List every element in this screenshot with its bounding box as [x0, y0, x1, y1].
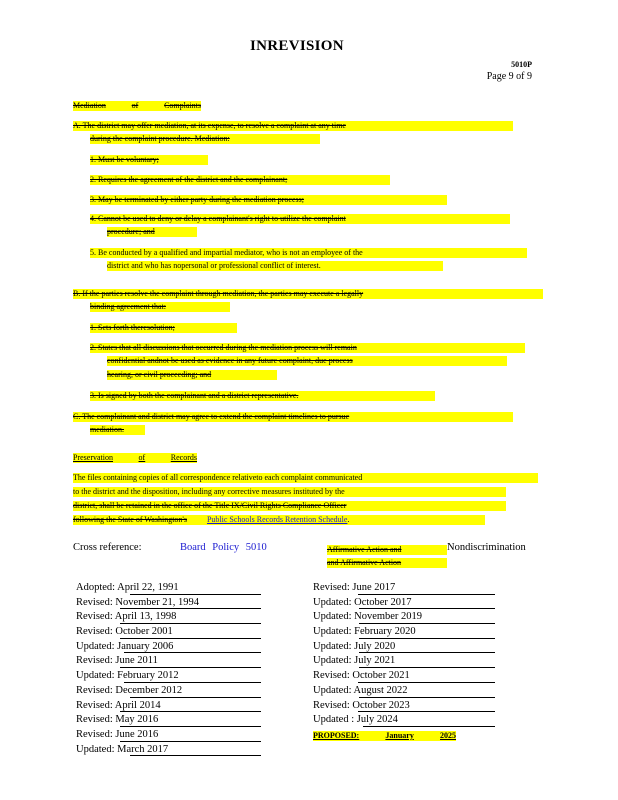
history-entry: Revised: May 2016 [76, 714, 159, 726]
mediation-item-4-line2: procedure; and [107, 227, 197, 237]
mediation-b-item-1: 1. Sets forth theresolution; [90, 323, 237, 333]
mediation-a-line1: A. The district may offer mediation, at its expense, to resolve a complaint at any time [73, 121, 513, 131]
preservation-heading: Preservation of Records [73, 453, 197, 462]
mediation-b-item-2-line3: hearing, or civil proceeding; and [107, 370, 277, 380]
board-policy-link[interactable]: Board Policy 5010 [180, 542, 267, 553]
history-entry: Adopted: April 22, 1991 [76, 582, 179, 593]
records-retention-link[interactable]: Public Schools Records Retention Schedule [206, 515, 348, 524]
preservation-line1: The files containing copies of all correspondence relativeto each complaint communicated [73, 473, 538, 483]
history-entry: Revised: October 2001 [76, 626, 173, 638]
cross-ref-old-title-1: Affirmative Action and [327, 545, 447, 555]
cross-ref-new-title: Nondiscrimination [447, 542, 526, 553]
history-entry: Updated: March 2017 [76, 743, 169, 755]
mediation-item-5-line1: 5. Be conducted by a qualified and impartial mediator, who is not an employee of the [90, 248, 527, 258]
cross-ref-old-title-2: and Affirmative Action [327, 558, 447, 568]
history-entry: Updated: February 2020 [313, 626, 416, 638]
proposed-year: 2025 [440, 730, 456, 740]
history-entry: Updated : July 2024 [313, 714, 398, 726]
mediation-b-line2: binding agreement that: [90, 302, 230, 312]
history-entry: Updated: August 2022 [313, 684, 408, 696]
history-entry: Updated: November 2019 [313, 611, 423, 623]
mediation-b-line1: B. If the parties resolve the complaint through mediation, the parties may execute a legally [73, 289, 543, 299]
mediation-item-5-line2: district and who has nopersonal or professional conflict of interest. [107, 261, 443, 271]
preservation-line4-text: following the State of Washington's [73, 515, 187, 524]
mediation-c-line1: C. The complainant and district may agree to extend the complaint timelines to pursue [73, 412, 513, 422]
policy-code: 5010P [511, 60, 532, 69]
history-left-column [76, 581, 261, 757]
history-entry: Revised: June 2016 [76, 728, 159, 740]
preservation-line3: district, shall be retained in the office of the Title IX/Civil Rights Compliance Officer [73, 501, 506, 511]
history-entry: Updated: October 2017 [313, 596, 412, 608]
history-entry: Revised: June 2011 [76, 655, 158, 667]
mediation-b-item-2-line1: 2. States that all discussions that occurred during the mediation process will remain [90, 343, 525, 353]
history-right-column [313, 581, 495, 743]
mediation-item-3: 3. May be terminated by either party during the mediation process; [90, 195, 447, 205]
mediation-b-item-3: 3. Is signed by both the complainant and a district representative. [90, 391, 435, 401]
history-entry: Updated: February 2012 [76, 670, 179, 682]
mediation-c-line2: mediation. [90, 425, 145, 435]
history-entry: Updated: January 2006 [76, 640, 174, 652]
mediation-item-1: 1. Must be voluntary; [90, 155, 208, 165]
page-number: Page 9 of 9 [486, 71, 532, 82]
history-entry: Revised: April 13, 1998 [76, 611, 177, 623]
mediation-a-line2: during the complaint procedure. Mediation: [90, 134, 320, 144]
mediation-heading: Mediation of Complaints [73, 101, 201, 110]
proposed-date: January [385, 730, 414, 740]
history-entry: Updated: July 2020 [313, 640, 396, 652]
history-entry: Revised: October 2021 [313, 670, 410, 682]
history-entry: Updated: July 2021 [313, 655, 396, 667]
history-entry: Revised: June 2017 [313, 582, 396, 593]
mediation-item-4-line1: 4. Cannot be used to deny or delay a complainant's right to utilize the complaint [90, 214, 510, 224]
document-title: INREVISION [250, 38, 344, 54]
preservation-line2: to the district and the disposition, including any corrective measures instituted by the [73, 487, 506, 497]
proposed-label: PROPOSED: [313, 730, 360, 740]
history-entry: Revised: November 21, 1994 [76, 596, 200, 608]
proposed-row [313, 728, 495, 743]
history-entry: Revised: October 2023 [313, 699, 410, 711]
preservation-line4: following the State of Washington's Public Schools Records Retention Schedule. [73, 515, 485, 525]
mediation-b-item-2-line2: confidential andnot be used as evidence in any future complaint, due process [107, 356, 507, 366]
cross-reference-label: Cross reference: [73, 542, 142, 553]
history-entry: Revised: December 2012 [76, 684, 183, 696]
mediation-item-2: 2. Requires the agreement of the district and the complainant; [90, 175, 390, 185]
history-entry: Revised: April 2014 [76, 699, 161, 711]
